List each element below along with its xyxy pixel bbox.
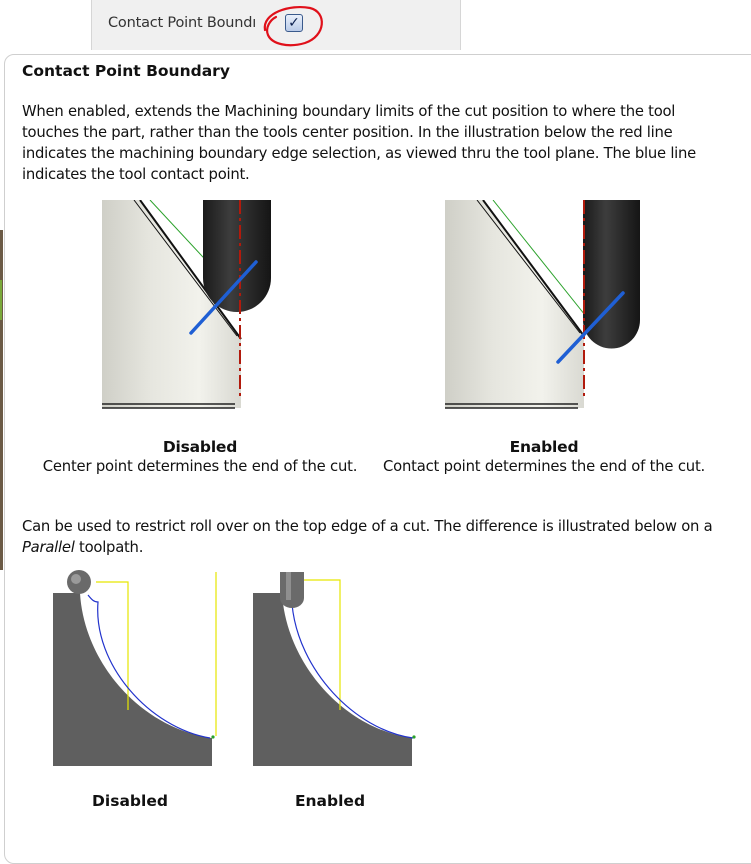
paragraph2-text-a: Can be used to restrict roll over on the top edge of a cut. The difference is illustrated below on a — [22, 518, 713, 535]
figure2-disabled-label: Disabled — [92, 792, 168, 810]
figure-disabled-contact — [100, 200, 280, 412]
help-paragraph-2 — [22, 516, 737, 558]
figure1-disabled-caption — [40, 437, 360, 477]
figure1-enabled-title: Enabled — [509, 438, 579, 456]
figure-enabled-contact — [443, 200, 643, 412]
contact-point-boundary-label: Contact Point Boundı — [108, 15, 257, 31]
help-title: Contact Point Boundary — [22, 62, 230, 80]
paragraph2-text-b: toolpath. — [74, 539, 144, 556]
background-edge-accent — [0, 280, 2, 320]
top-bar — [0, 0, 751, 58]
figure-enabled-rollover — [250, 570, 425, 770]
help-paragraph-1: When enabled, extends the Machining boundary limits of the cut position to where the tool touches the part, rather than the tools center position. In the illustration below the red line indicates the machining boundary edge selection, as viewed thru the tool plane. The blue line indicates the tool contact point. — [22, 103, 697, 183]
figure2-enabled-label: Enabled — [294, 792, 366, 810]
figure-disabled-rollover — [50, 570, 225, 770]
paragraph2-italic: Parallel — [22, 539, 75, 556]
red-annotation-circle — [0, 0, 340, 55]
figure1-enabled-caption — [380, 437, 708, 477]
figure1-disabled-text: Center point determines the end of the cut. — [42, 458, 358, 475]
figure1-disabled-title: Disabled — [162, 438, 238, 456]
figure1-enabled-text: Contact point determines the end of the cut. — [382, 458, 706, 475]
contact-point-boundary-checkbox[interactable]: ✓ — [285, 14, 303, 32]
